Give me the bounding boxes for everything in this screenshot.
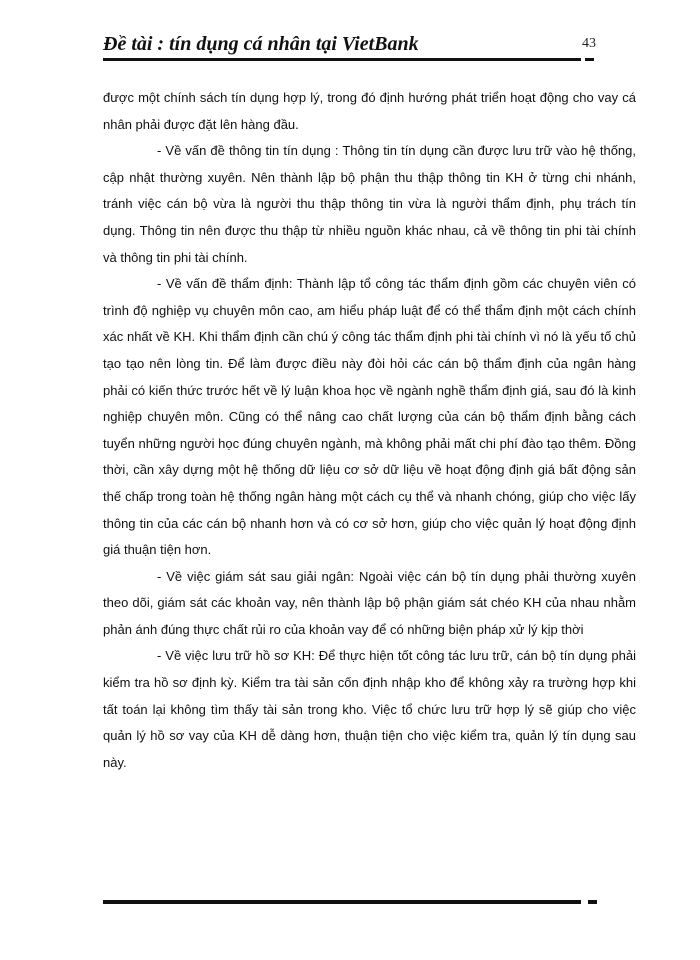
header-rule-end [585, 58, 594, 61]
body-text [103, 85, 636, 776]
paragraph-record-keeping: - Về việc lưu trữ hồ sơ KH: Để thực hiện tốt công tác lưu trữ, cán bộ tín dụng phải kiểm tra hồ sơ định kỳ. Kiểm tra tài sản cốn định nhập kho để không xảy ra trường hợp khi tất toán lại không tìm thấy tài sản trong kho. Việc tổ chức lưu trữ hợp lý sẽ giúp cho việc quản lý hồ sơ vay của KH dễ dàng hơn, thuận tiện cho việc kiểm tra, quản lý tín dụng sau này. [103, 648, 636, 770]
header-rule [103, 58, 581, 61]
paragraph-credit-information: - Về vấn đề thông tin tín dụng : Thông tin tín dụng cần được lưu trữ vào hệ thống, cập nhật thường xuyên. Nên thành lập bộ phận thu thập thông tin KH ở từng chi nhánh, tránh việc cán bộ vừa là người thu thập thông tin vừa là người thẩm định, phụ trách tín dụng. Thông tin nên được thu thập từ nhiều nguồn khác nhau, cả về thông tin phi tài chính và thông tin phi tài chính. [103, 143, 636, 265]
paragraph-intro: được một chính sách tín dụng hợp lý, trong đó định hướng phát triển hoạt động cho vay cá nhân phải được đặt lên hàng đầu. [103, 90, 636, 132]
footer-rule-end [588, 900, 597, 904]
footer-rule [103, 900, 581, 904]
paragraph-post-disbursement-monitoring: - Về việc giám sát sau giải ngân: Ngoài việc cán bộ tín dụng phải thường xuyên theo dõi, giám sát các khoản vay, nên thành lập bộ phận giám sát chéo KH của nhau nhằm phản ánh đúng thực chất rủi ro của khoản vay để có những biện pháp xử lý kịp thời [103, 568, 636, 637]
page-number: 43 [582, 36, 596, 51]
document-title: Đề tài : tín dụng cá nhân tại VietBank [103, 33, 419, 55]
paragraph-appraisal: - Về vấn đề thẩm định: Thành lập tổ công tác thẩm định gồm các chuyên viên có trình độ nghiệp vụ chuyên môn cao, am hiểu pháp luật để có thể thẩm định một cách chính xác nhất về KH. Khi thẩm định cần chú ý công tác thẩm định phi tài chính vì nó là yếu tố chủ tạo tạo nên lòng tin. Để làm được điều này đòi hỏi các cán bộ thẩm định của ngân hàng phải có kiến thức trước hết về lý luận khoa học về ngành nghề thẩm định giá, sau đó là kinh nghiệp chuyên môn. Cũng có thể nâng cao chất lượng của cán bộ thẩm định bằng cách tuyển những người học đúng chuyên ngành, mà không phải mất chi phí đào tạo thêm. Đồng thời, cần xây dựng một hệ thống dữ liệu cơ sở dữ liệu về hoạt động định giá bất động sản thế chấp trong toàn hệ thống ngân hàng một cách cụ thể và nhanh chóng, giúp cho việc lấy thông tin của các cán bộ nhanh hơn và có cơ sở hơn, giúp cho việc quản lý hoạt động định giá thuận tiện hơn. [103, 276, 636, 558]
